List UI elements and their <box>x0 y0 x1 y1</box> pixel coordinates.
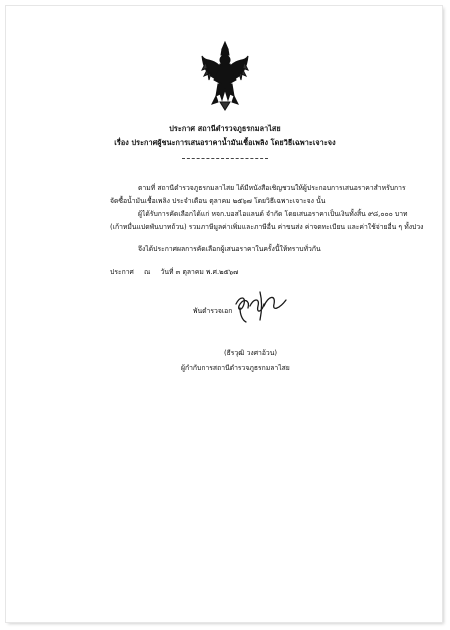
date-at: ณ <box>144 268 151 276</box>
date-label: ประกาศ <box>110 268 134 276</box>
paragraph-2-line-2: (เก้าหมื่นแปดพันบาทถ้วน) รวมภาษีมูลค่าเพิ่มและภาษีอื่น ค่าขนส่ง ค่าจดทะเบียน และค่าใช้จ่ายอื่น ๆ ทั้งปวง <box>110 223 424 231</box>
signer-position: ผู้กำกับการสถานีตำรวจภูธรกมลาไสย <box>181 364 290 372</box>
paragraph-1-line-1: ตามที่ สถานีตำรวจภูธรกมลาไสย ได้มีหนังสือเชิญชวนให้ผู้ประกอบการเสนอราคาสำหรับการ <box>138 184 406 192</box>
divider <box>182 158 268 159</box>
handwritten-signature <box>232 286 292 326</box>
paragraph-3: จึงได้ประกาศผลการคัดเลือกผู้เสนอราคาในครั้งนี้ให้ทราบทั่วกัน <box>138 245 321 253</box>
paragraph-2-line-1: ผู้ได้รับการคัดเลือกได้แก่ หจก.บอสไอแลนด์ จำกัด โดยเสนอราคาเป็นเงินทั้งสิ้น ๙๘,๐๐๐ บาท <box>138 210 408 218</box>
date-line <box>110 266 238 279</box>
announcement-title: ประกาศ สถานีตำรวจภูธรกมลาไสย <box>169 124 281 133</box>
signer-name: (ธีรวุฒิ วงศาอ้วน) <box>224 349 278 357</box>
announcement-subject: เรื่อง ประกาศผู้ชนะการเสนอราคาน้ำมันเชื้อเพลิง โดยวิธีเฉพาะเจาะจง <box>114 138 336 147</box>
signer-rank: พันตำรวจเอก <box>193 307 233 315</box>
date-value: วันที่ ๓ ตุลาคม พ.ศ.๒๕๖๗ <box>160 268 239 276</box>
paragraph-1-line-2: จัดซื้อน้ำมันเชื้อเพลิง ประจำเดือน ตุลาคม ๒๕๖๗ โดยวิธีเฉพาะเจาะจง นั้น <box>110 197 326 205</box>
garuda-emblem-icon <box>200 40 250 112</box>
